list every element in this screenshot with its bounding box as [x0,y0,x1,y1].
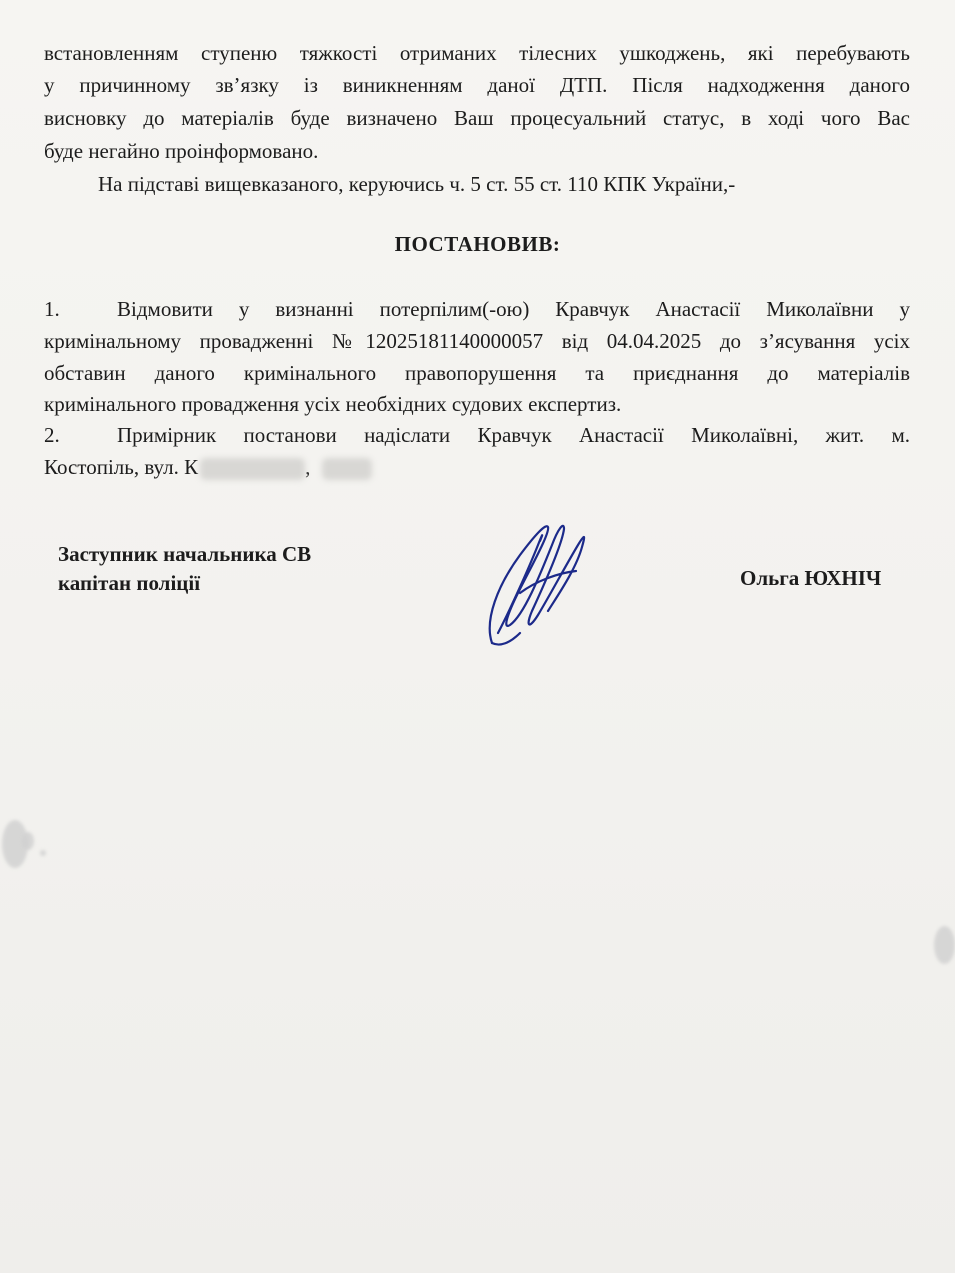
signer-name: Ольга ЮХНІЧ [740,566,882,590]
item-2-address-text: Костопіль, вул. К [44,455,199,479]
basis-line: На підставі вищевказаного, керуючись ч. 5 ст. 55 ст. 110 КПК України,- [98,172,736,196]
item-1-line-2: кримінальному провадженні №12025181140000057 від 04.04.2025 до з’ясування усіх [44,329,910,353]
item-1-line-3: обставин даного кримінального правопорушення та приєднання до матеріалів [44,361,910,385]
intro-line-2: у причинному зв’язку із виникненням даної ДТП. Після надходження даного [44,73,910,97]
paper-stain [934,926,955,964]
paper-stain [22,832,34,850]
item-1-line-1: Відмовити у визнанні потерпілим(-ою) Кравчук Анастасії Миколаївни у [117,297,910,321]
item-2-number: 2. [44,423,60,447]
item-2-line-2: Костопіль, вул. К , [44,452,372,482]
item-2-line-1: Примірник постанови надіслати Кравчук Анастасії Миколаївні, жит. м. [117,423,910,447]
intro-line-4: буде негайно проінформовано. [44,139,319,163]
paper-stain [40,850,46,856]
redacted-street [200,458,305,480]
intro-line-3: висновку до матеріалів буде визначено Ваш процесуальний статус, в ході чого Вас [44,106,910,130]
intro-line-1: встановленням ступеню тяжкості отриманих тілесних ушкоджень, які перебувають [44,41,910,65]
signer-position-title: Заступник начальника СВ [58,542,312,566]
item-1-number: 1. [44,297,60,321]
redacted-house-number [322,458,372,480]
item-1-line-4: кримінального провадження усіх необхідних судових експертиз. [44,392,622,416]
decision-heading: ПОСТАНОВИВ: [394,232,561,256]
handwritten-signature [480,515,590,655]
signer-rank: капітан поліції [58,571,201,595]
